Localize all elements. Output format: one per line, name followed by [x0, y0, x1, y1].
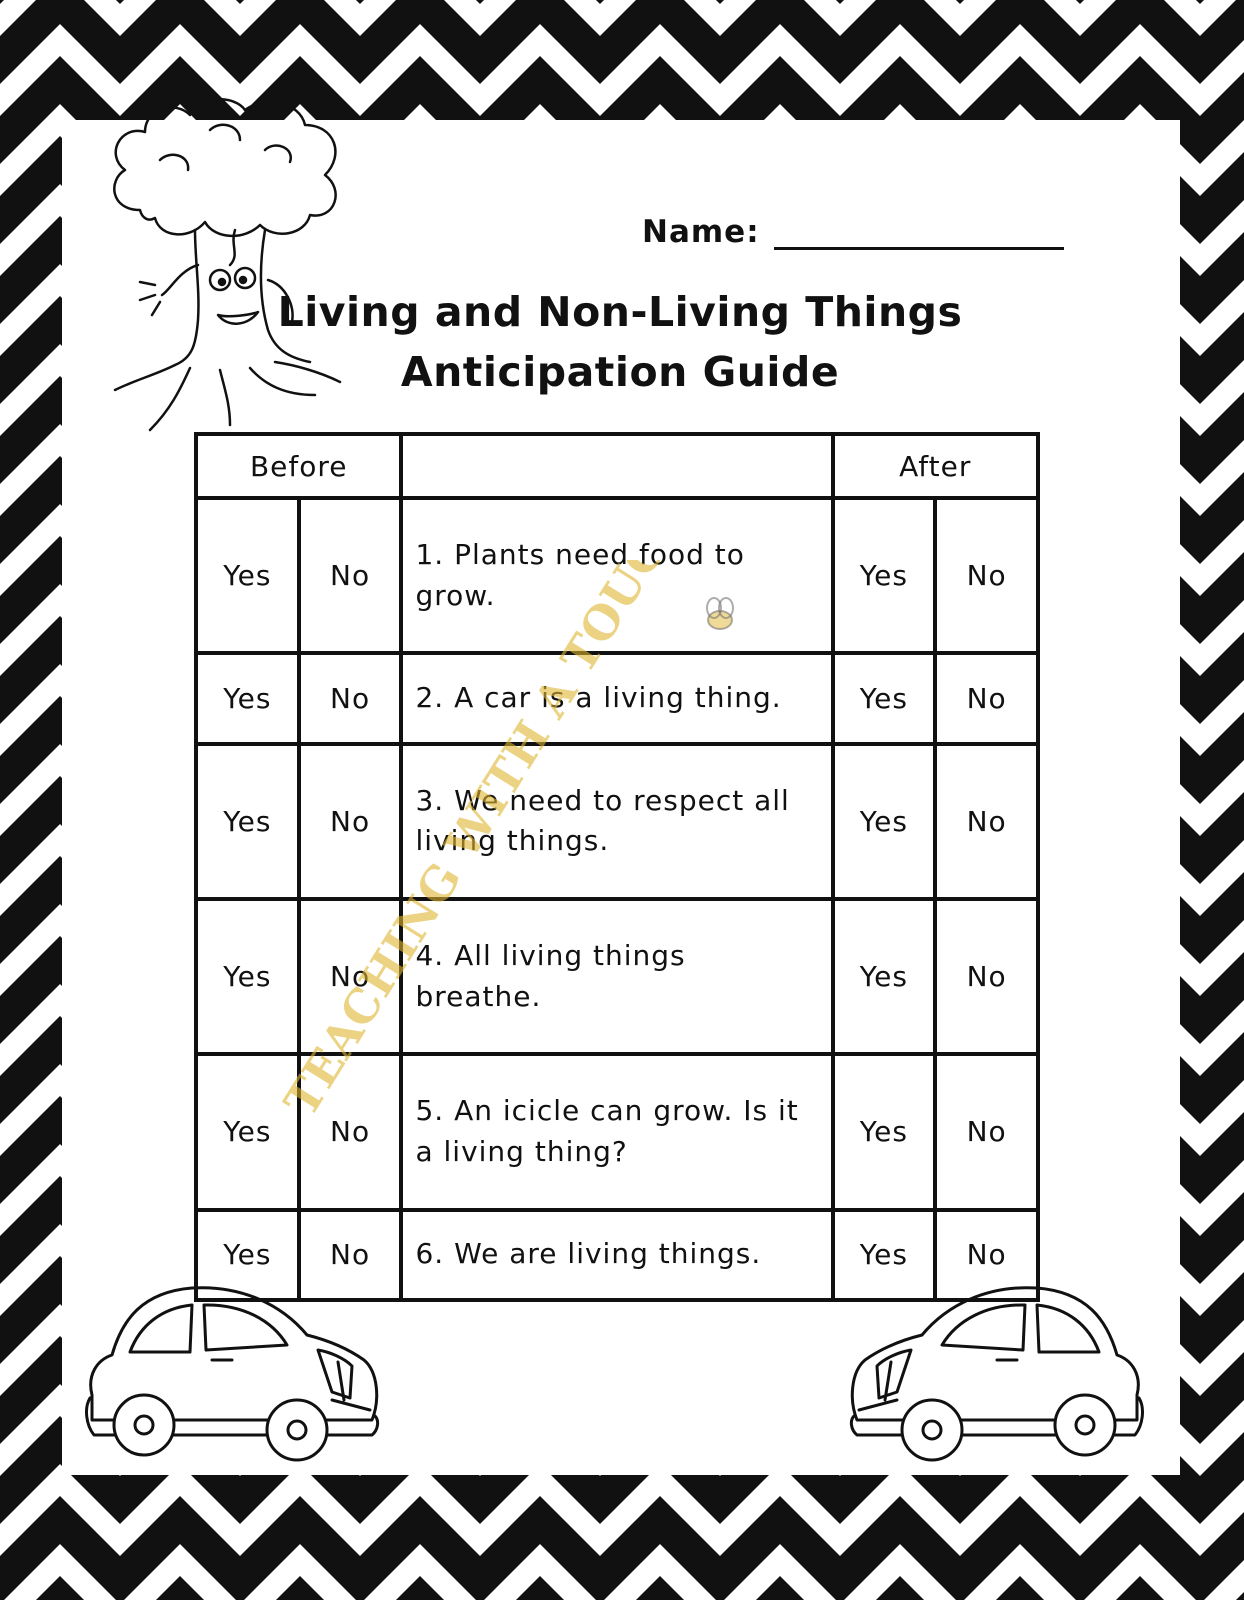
name-label: Name:: [642, 214, 760, 250]
page-subtitle: Anticipation Guide: [400, 348, 840, 396]
before-yes-option[interactable]: Yes: [196, 744, 299, 899]
before-header: Before: [196, 434, 401, 498]
statement-text: 6. We are living things.: [401, 1210, 832, 1300]
after-yes-option[interactable]: Yes: [833, 899, 936, 1054]
after-yes-option[interactable]: Yes: [833, 653, 936, 743]
after-yes-option[interactable]: Yes: [833, 1054, 936, 1209]
before-no-option[interactable]: No: [299, 1210, 402, 1300]
after-header: After: [833, 434, 1038, 498]
after-no-option[interactable]: No: [935, 899, 1038, 1054]
before-no-option[interactable]: No: [299, 653, 402, 743]
anticipation-table: [194, 432, 1040, 1302]
before-yes-option[interactable]: Yes: [196, 498, 299, 653]
table-row: [196, 653, 1038, 743]
statement-text: 1. Plants need food to grow.: [401, 498, 832, 653]
table-row: [196, 899, 1038, 1054]
table-row: [196, 744, 1038, 899]
before-yes-option[interactable]: Yes: [196, 653, 299, 743]
statement-header: [401, 434, 832, 498]
after-no-option[interactable]: No: [935, 1210, 1038, 1300]
before-yes-option[interactable]: Yes: [196, 1210, 299, 1300]
after-no-option[interactable]: No: [935, 1054, 1038, 1209]
before-no-option[interactable]: No: [299, 498, 402, 653]
table-header-row: [196, 434, 1038, 498]
before-yes-option[interactable]: Yes: [196, 1054, 299, 1209]
statement-text: 4. All living things breathe.: [401, 899, 832, 1054]
name-field[interactable]: [642, 214, 1064, 250]
after-yes-option[interactable]: Yes: [833, 498, 936, 653]
statement-text: 2. A car is a living thing.: [401, 653, 832, 743]
statement-text: 3. We need to respect all living things.: [401, 744, 832, 899]
after-no-option[interactable]: No: [935, 498, 1038, 653]
statement-text: 5. An icicle can grow. Is it a living thing?: [401, 1054, 832, 1209]
name-line[interactable]: [774, 219, 1064, 250]
page-title: Living and Non-Living Things: [277, 288, 963, 336]
before-no-option[interactable]: No: [299, 899, 402, 1054]
after-yes-option[interactable]: Yes: [833, 744, 936, 899]
before-no-option[interactable]: No: [299, 1054, 402, 1209]
after-yes-option[interactable]: Yes: [833, 1210, 936, 1300]
after-no-option[interactable]: No: [935, 653, 1038, 743]
car-right-icon: [842, 1280, 1147, 1480]
after-no-option[interactable]: No: [935, 744, 1038, 899]
before-no-option[interactable]: No: [299, 744, 402, 899]
table-row: [196, 498, 1038, 653]
car-left-icon: [82, 1280, 387, 1480]
table-row: [196, 1054, 1038, 1209]
before-yes-option[interactable]: Yes: [196, 899, 299, 1054]
